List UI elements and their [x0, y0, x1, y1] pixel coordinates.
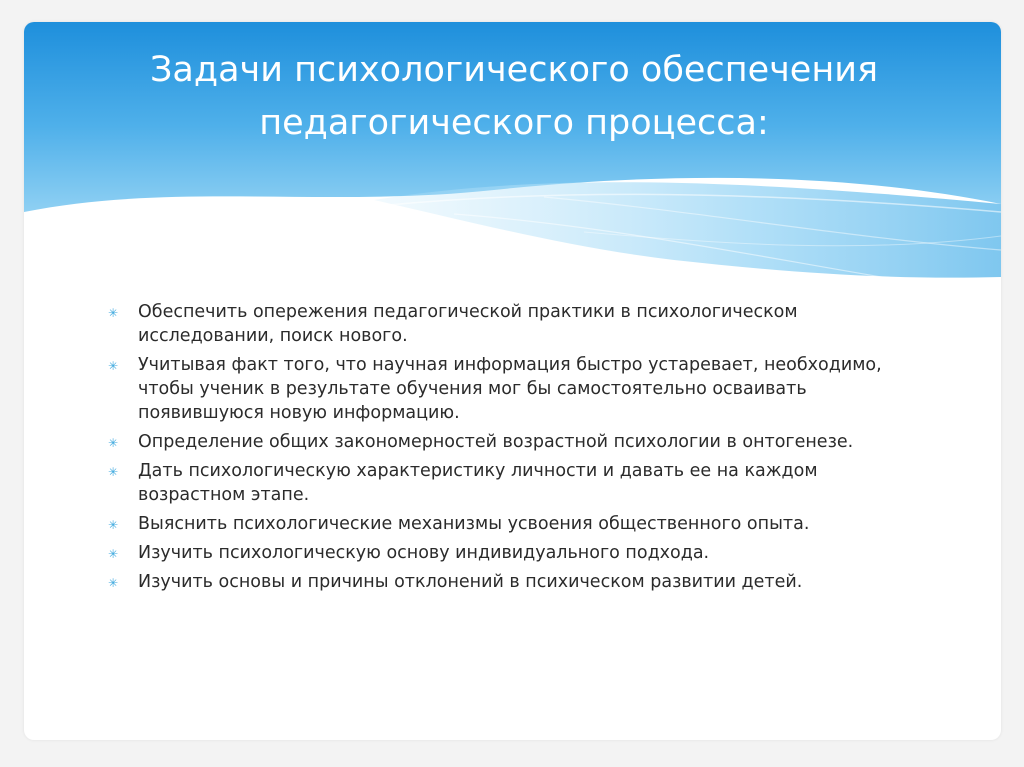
header-wave-band: [374, 182, 1001, 277]
bullet-item: [108, 459, 928, 507]
bullet-item: [108, 300, 928, 348]
slide-title: [64, 44, 964, 150]
bullet-text: Изучить психологическую основу индивидуального подхода.: [138, 543, 710, 563]
bullet-list: [108, 300, 928, 599]
asterisk-bullet-icon: ✳: [108, 306, 119, 320]
slide-title-line-1: Задачи психологического обеспечения: [149, 50, 879, 90]
bullet-item: [108, 353, 928, 425]
bullet-item: [108, 541, 928, 565]
bullet-text: Учитывая факт того, что научная информация быстро устаревает, необходимо, чтобы ученик в результате обучения мог бы самостоятельно осваивать появившуюся новую информацию.: [138, 355, 882, 423]
slide: [24, 22, 1001, 740]
asterisk-bullet-icon: ✳: [108, 465, 119, 479]
bullet-item: [108, 512, 928, 536]
slide-title-line-2: педагогического процесса:: [259, 103, 769, 143]
bullet-text: Выяснить психологические механизмы усвоения общественного опыта.: [138, 514, 810, 534]
bullet-text: Определение общих закономерностей возрастной психологии в онтогенезе.: [138, 432, 854, 452]
bullet-item: [108, 570, 928, 594]
bullet-text: Обеспечить опережения педагогической практики в психологическом исследовании, поиск нового.: [138, 302, 798, 346]
bullet-text: Дать психологическую характеристику личности и давать ее на каждом возрастном этапе.: [138, 461, 818, 505]
bullet-item: [108, 430, 928, 454]
bullet-text: Изучить основы и причины отклонений в психическом развитии детей.: [138, 572, 803, 592]
asterisk-bullet-icon: ✳: [108, 518, 119, 532]
asterisk-bullet-icon: ✳: [108, 436, 119, 450]
asterisk-bullet-icon: ✳: [108, 547, 119, 561]
asterisk-bullet-icon: ✳: [108, 576, 119, 590]
asterisk-bullet-icon: ✳: [108, 359, 119, 373]
